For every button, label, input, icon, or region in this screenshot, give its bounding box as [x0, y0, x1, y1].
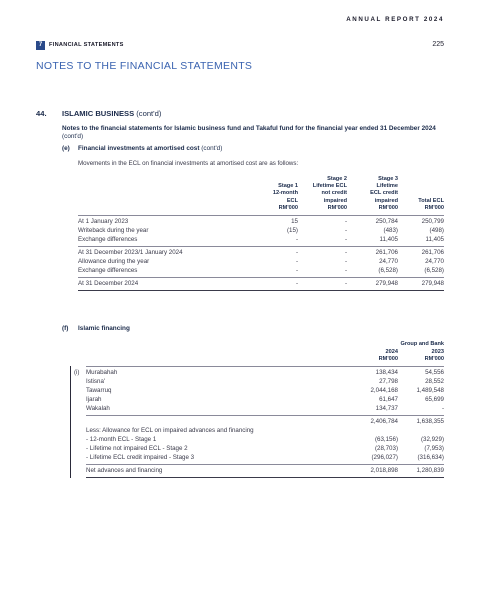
ecl-total-row-value: - — [295, 280, 298, 287]
ecl-row-label: At 1 January 2023 — [78, 218, 129, 225]
column-header-line: RM'000 — [278, 204, 298, 211]
note-title — [62, 109, 161, 118]
section-label: FINANCIAL STATEMENTS — [49, 42, 124, 48]
ecl-row-value: - — [295, 267, 298, 274]
net-row-label: Net advances and financing — [86, 467, 163, 474]
table-rule — [78, 246, 444, 247]
column-header-line: Total ECL — [418, 197, 444, 204]
year-header: 2023 — [431, 349, 444, 355]
column-header-line: RM'000 — [378, 204, 398, 211]
table-rule — [78, 277, 444, 278]
ecl-row-value: (6,528) — [378, 267, 398, 274]
section-e-title — [78, 145, 222, 152]
column-header-line: Lifetime — [376, 183, 398, 190]
ecl-row-value: - — [295, 249, 298, 256]
allowance-row-label: - Lifetime not impaired ECL - Stage 2 — [86, 445, 188, 452]
allowance-row-value: (316,634) — [417, 454, 444, 461]
subheading-text: Notes to the financial statements for Islamic business fund and Takaful fund for the financial year ended 31 December 2024 — [62, 125, 436, 132]
ecl-row-value: (483) — [383, 227, 398, 234]
allowance-row-label: - Lifetime ECL credit impaired - Stage 3 — [86, 454, 195, 461]
ecl-row-value: 250,784 — [375, 218, 398, 225]
allowance-row-value: (7,953) — [424, 445, 444, 452]
ecl-row-value: 250,799 — [421, 218, 444, 225]
section-badge: 7 — [36, 41, 45, 50]
column-header-line: RM'000 — [327, 204, 347, 211]
ecl-row-value: (6,528) — [424, 267, 444, 274]
financing-row-value: 2,044,168 — [370, 387, 398, 394]
financing-row-value: 27,798 — [379, 378, 398, 385]
year-header: 2024 — [385, 349, 398, 355]
section-e-title-text: Financial investments at amortised cost — [78, 145, 200, 152]
ecl-row-label: Writeback during the year — [78, 227, 149, 234]
financing-row-label: Wakalah — [86, 405, 110, 412]
ecl-row-value: (15) — [286, 227, 298, 234]
column-header-line: impaired — [323, 197, 347, 204]
ecl-row-value: - — [344, 249, 347, 256]
table-left-bar — [70, 366, 71, 478]
ecl-row-value: 261,706 — [375, 249, 398, 256]
unit-header: RM'000 — [424, 356, 444, 362]
table-rule-bottom — [86, 477, 444, 478]
column-header-line: RM'000 — [424, 204, 444, 211]
financing-row-value: 54,556 — [425, 369, 444, 376]
subtotal-row-value: 2,406,784 — [370, 418, 398, 425]
ecl-row-label: Allowance during the year — [78, 258, 150, 265]
financing-row-value: 138,434 — [375, 369, 398, 376]
note-title-cont: (cont'd) — [136, 109, 162, 118]
ecl-row-label: Exchange differences — [78, 267, 138, 274]
column-header-line: impaired — [374, 197, 398, 204]
financing-row-label: Istisna' — [86, 378, 106, 385]
ecl-row-value: 261,706 — [421, 249, 444, 256]
section-e-intro: Movements in the ECL on financial investments at amortised cost are as follows: — [78, 160, 299, 167]
column-header-line: Stage 2 — [327, 176, 347, 182]
note-number: 44. — [36, 109, 47, 118]
column-header-line: Stage 3 — [378, 176, 398, 182]
financing-row-label: Murabahah — [86, 369, 118, 376]
column-header-line: ECL — [286, 197, 298, 204]
note-title-text: ISLAMIC BUSINESS — [62, 109, 135, 118]
ecl-total-row-label: At 31 December 2024 — [78, 280, 139, 287]
allowance-row-value: (296,027) — [371, 454, 398, 461]
financing-row-value: 134,737 — [375, 405, 398, 412]
column-header — [374, 198, 444, 212]
ecl-total-row-value: - — [344, 280, 347, 287]
allowance-row-label: - 12-month ECL - Stage 1 — [86, 436, 157, 443]
financing-row-value: - — [441, 405, 444, 412]
section-e-title-cont: (cont'd) — [201, 145, 223, 152]
financing-row-value: 28,552 — [425, 378, 444, 385]
page-number: 225 — [432, 41, 444, 48]
subtotal-row-value: 1,638,355 — [416, 418, 444, 425]
section-f-mark: (f) — [62, 325, 69, 332]
column-header-line: Lifetime ECL — [312, 183, 347, 190]
section-header — [36, 41, 444, 51]
financing-row-value: 65,699 — [425, 396, 444, 403]
ecl-row-value: 15 — [291, 218, 298, 225]
column-header-line: not credit — [321, 190, 347, 197]
ecl-row-value: 11,405 — [425, 236, 444, 243]
report-header — [0, 0, 480, 30]
allowance-row-value: (32,929) — [420, 436, 444, 443]
ecl-row-value: - — [295, 258, 298, 265]
ecl-row-value: - — [344, 236, 347, 243]
section-f-title: Islamic financing — [78, 325, 130, 332]
ecl-row-label: Exchange differences — [78, 236, 138, 243]
table-rule — [86, 464, 444, 465]
net-row-value: 1,280,839 — [416, 467, 444, 474]
report-title: ANNUAL REPORT 2024 — [346, 16, 444, 23]
ecl-row-value: - — [295, 236, 298, 243]
ecl-row-value: 24,770 — [425, 258, 444, 265]
section-e-mark: (e) — [62, 145, 70, 152]
column-header-line: ECL credit — [370, 190, 398, 197]
table-rule — [86, 366, 444, 367]
allowance-row-value: (63,156) — [374, 436, 398, 443]
ecl-row-value: - — [344, 218, 347, 225]
ecl-row-label: At 31 December 2023/1 January 2024 — [78, 249, 183, 256]
financing-row-value: 61,647 — [379, 396, 398, 403]
page-title: NOTES TO THE FINANCIAL STATEMENTS — [36, 60, 253, 72]
financing-row-value: 1,489,548 — [416, 387, 444, 394]
allowance-row-value: (28,703) — [374, 445, 398, 452]
table-rule-bottom — [78, 290, 444, 291]
ecl-row-value: (498) — [429, 227, 444, 234]
financing-row-label: Tawarruq — [86, 387, 112, 394]
table-rule — [78, 215, 444, 216]
ecl-row-value: - — [344, 227, 347, 234]
net-row-value: 2,018,898 — [370, 467, 398, 474]
column-header-line: Stage 1 — [278, 183, 298, 190]
ecl-total-row-value: 279,948 — [375, 280, 398, 287]
less-label: Less: Allowance for ECL on impaired advances and financing — [86, 427, 254, 434]
ecl-row-value: 11,405 — [379, 236, 398, 243]
column-header-line: 12-month — [272, 190, 298, 197]
ecl-row-value: - — [344, 258, 347, 265]
subheading-cont: (cont'd) — [62, 133, 84, 141]
table-rule — [86, 415, 444, 416]
group-header: Group and Bank — [400, 341, 444, 347]
financing-row-label: Ijarah — [86, 396, 102, 403]
unit-header: RM'000 — [378, 356, 398, 362]
note-subheading — [62, 125, 452, 142]
item-mark: (i) — [74, 369, 80, 376]
ecl-total-row-value: 279,948 — [421, 280, 444, 287]
ecl-row-value: 24,770 — [379, 258, 398, 265]
ecl-row-value: - — [344, 267, 347, 274]
